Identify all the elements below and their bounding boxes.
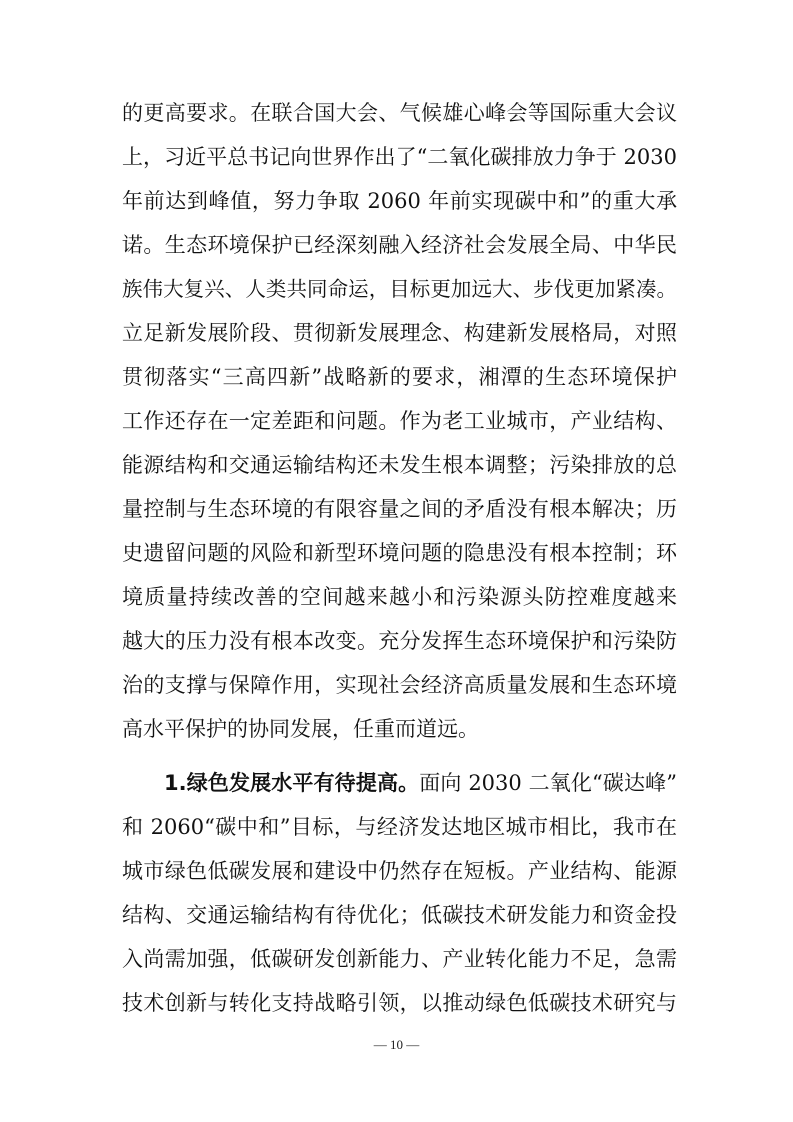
page-number: — 10 — bbox=[373, 1037, 420, 1052]
text-line: 入尚需加强，低碳研发创新能力、产业转化能力不足，急需 bbox=[122, 947, 677, 971]
text-line: 的更高要求。在联合国大会、气候雄心峰会等国际重大会议 bbox=[122, 101, 677, 125]
text-line: 治的支撑与保障作用，实现社会经济高质量发展和生态环境 bbox=[122, 673, 677, 697]
text-line: 上，习近平总书记向世界作出了“二氧化碳排放力争于 2030 bbox=[122, 145, 677, 169]
text-line: 境质量持续改善的空间越来越小和污染源头防控难度越来 bbox=[122, 585, 677, 609]
text-line: 技术创新与转化支持战略引领，以推动绿色低碳技术研究与 bbox=[122, 991, 677, 1015]
text-line: 能源结构和交通运输结构还未发生根本调整；污染排放的总 bbox=[122, 453, 677, 477]
section-heading: 1.绿色发展水平有待提高。 bbox=[164, 771, 420, 795]
text-line: 量控制与生态环境的有限容量之间的矛盾没有根本解决；历 bbox=[122, 497, 677, 521]
text-line: 诺。生态环境保护已经深刻融入经济社会发展全局、中华民 bbox=[122, 233, 677, 257]
text-line: 史遗留问题的风险和新型环境问题的隐患没有根本控制；环 bbox=[122, 541, 677, 565]
text-line: 结构、交通运输结构有待优化；低碳技术研发能力和资金投 bbox=[122, 903, 677, 927]
text-line: 族伟大复兴、人类共同命运，目标更加远大、步伐更加紧凑。 bbox=[122, 277, 677, 301]
text-line: 和 2060“碳中和”目标，与经济发达地区城市相比，我市在 bbox=[122, 815, 677, 839]
heading-line-text: 面向 2030 二氧化“碳达峰” bbox=[419, 771, 678, 795]
text-line: 贯彻落实“三高四新”战略新的要求，湘潭的生态环境保护 bbox=[122, 365, 677, 389]
text-line: 立足新发展阶段、贯彻新发展理念、构建新发展格局，对照 bbox=[122, 321, 677, 345]
text-line: 越大的压力没有根本改变。充分发挥生态环境保护和污染防 bbox=[122, 629, 677, 653]
text-line: 高水平保护的协同发展，任重而道远。 bbox=[122, 717, 479, 741]
text-line-heading bbox=[164, 766, 677, 800]
text-line: 年前达到峰值，努力争取 2060 年前实现碳中和”的重大承 bbox=[122, 189, 677, 213]
text-line: 工作还存在一定差距和问题。作为老工业城市，产业结构、 bbox=[122, 409, 677, 433]
text-line: 城市绿色低碳发展和建设中仍然存在短板。产业结构、能源 bbox=[122, 859, 677, 883]
